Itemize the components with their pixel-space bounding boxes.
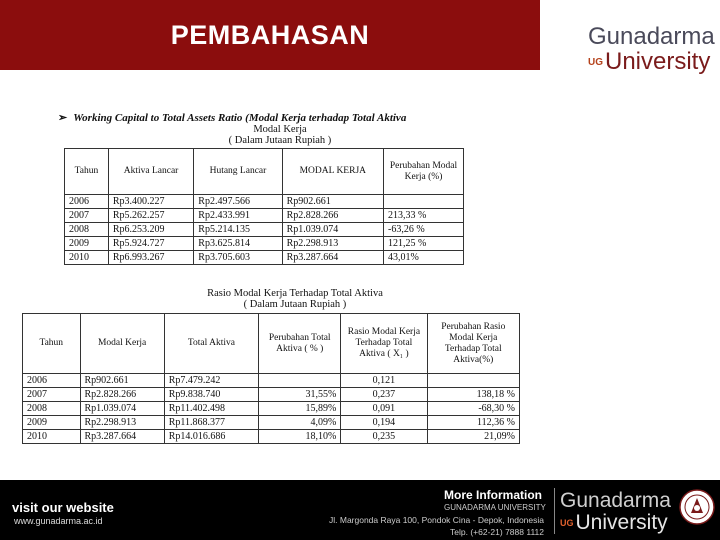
cell: Rp3.400.227 [108,195,193,209]
cell: Rp1.039.074 [80,402,164,416]
cell: 0,194 [341,416,427,430]
cell: Rp2.433.991 [194,209,282,223]
cell: 2010 [65,251,109,265]
cell: Rp3.287.664 [282,251,383,265]
cell [427,374,519,388]
cell: 112,36 % [427,416,519,430]
cell: 18,10% [259,430,341,444]
more-information-heading: More Information [444,488,542,502]
cell: 2008 [23,402,81,416]
table-row [23,374,520,388]
university-seal-icon [679,489,715,525]
footer-university-logo [560,490,671,534]
bullet-icon: ➢ [58,112,68,124]
col-perubahan: Perubahan Modal Kerja (%) [384,149,464,195]
cell: Rp2.828.266 [282,209,383,223]
cell: Rp5.262.257 [108,209,193,223]
table-row [23,416,520,430]
cell: 2006 [23,374,81,388]
col-tahun: Tahun [65,149,109,195]
col-aktiva-lancar: Aktiva Lancar [108,149,193,195]
footer-address: Jl. Margonda Raya 100, Pondok Cina - Depok, Indonesia [329,515,544,525]
table-header-row [65,149,464,195]
cell: 138,18 % [427,388,519,402]
cell: 2009 [23,416,81,430]
cell: Rp6.993.267 [108,251,193,265]
cell [384,195,464,209]
cell: 43,01% [384,251,464,265]
cell: 2010 [23,430,81,444]
cell: 121,25 % [384,237,464,251]
cell: 21,09% [427,430,519,444]
title-bar [0,0,540,70]
table-row [65,209,464,223]
cell: 4,09% [259,416,341,430]
cell: Rp2.828.266 [80,388,164,402]
cell: Rp2.298.913 [282,237,383,251]
cell: Rp902.661 [80,374,164,388]
rasio-modal-kerja-table [22,313,520,444]
col-perubahan-total-aktiva: Perubahan Total Aktiva ( % ) [259,314,341,374]
footer-logo-line1: Gunadarma [560,489,671,512]
table2-title: Rasio Modal Kerja Terhadap Total Aktiva [207,288,383,299]
cell: Rp9.838.740 [164,388,258,402]
table-row [65,251,464,265]
logo-line1: Gunadarma [588,23,715,50]
col-rasio: Rasio Modal Kerja Terhadap Total Aktiva ( X₁ ) [341,314,427,374]
footer-phone: Telp. (+62-21) 7888 1112 [450,527,544,537]
cell: Rp7.479.242 [164,374,258,388]
cell: Rp3.625.814 [194,237,282,251]
cell: 15,89% [259,402,341,416]
table-header-row [23,314,520,374]
cell: 0,091 [341,402,427,416]
modal-kerja-table [64,148,464,265]
cell: 0,235 [341,430,427,444]
cell: Rp2.497.566 [194,195,282,209]
university-logo [588,24,718,75]
table-row [65,237,464,251]
table2-subtitle: ( Dalam Jutaan Rupiah ) [243,299,347,310]
footer-logo-university: University [575,511,668,534]
cell: Rp6.253.209 [108,223,193,237]
logo-ug: UG [588,56,603,68]
cell: Rp11.868.377 [164,416,258,430]
cell: -63,26 % [384,223,464,237]
section-heading-text: Working Capital to Total Assets Ratio (Modal Kerja terhadap Total Aktiva [73,112,407,124]
logo-university: University [605,48,711,75]
cell: Rp11.402.498 [164,402,258,416]
col-tahun: Tahun [23,314,81,374]
cell: Rp1.039.074 [282,223,383,237]
footer-logo-line2 [560,512,671,534]
col-modal-kerja: Modal Kerja [80,314,164,374]
table-row [23,430,520,444]
footer-university-name: GUNADARMA UNIVERSITY [444,503,546,512]
cell: 0,121 [341,374,427,388]
cell: Rp3.705.603 [194,251,282,265]
col-perubahan-rasio: Perubahan Rasio Modal Kerja Terhadap Total Aktiva(%) [427,314,519,374]
table-row [23,402,520,416]
header [0,0,720,88]
logo-line2 [588,50,718,75]
cell: Rp14.016.686 [164,430,258,444]
page-title: PEMBAHASAN [170,19,370,50]
table-row [23,388,520,402]
col-hutang-lancar: Hutang Lancar [194,149,282,195]
cell: Rp5.214.135 [194,223,282,237]
section-heading [58,111,406,124]
col-modal-kerja: MODAL KERJA [282,149,383,195]
cell: 2009 [65,237,109,251]
cell: 2007 [23,388,81,402]
table1-subtitle: ( Dalam Jutaan Rupiah ) [228,135,332,146]
cell: -68,30 % [427,402,519,416]
cell: 2008 [65,223,109,237]
table-row [65,195,464,209]
cell: Rp902.661 [282,195,383,209]
cell: 0,237 [341,388,427,402]
cell: 213,33 % [384,209,464,223]
cell: Rp2.298.913 [80,416,164,430]
table1-title: Modal Kerja [253,124,307,135]
visit-website-label: visit our website [12,500,114,515]
website-link[interactable]: www.gunadarma.ac.id [14,516,103,526]
cell: 2007 [65,209,109,223]
table2-caption [170,288,420,310]
cell: Rp5.924.727 [108,237,193,251]
cell [259,374,341,388]
footer-divider [554,488,555,534]
cell: Rp3.287.664 [80,430,164,444]
footer-logo-ug: UG [560,518,574,529]
cell: 31,55% [259,388,341,402]
table1-caption [210,124,350,146]
col-total-aktiva: Total Aktiva [164,314,258,374]
table-row [65,223,464,237]
cell: 2006 [65,195,109,209]
